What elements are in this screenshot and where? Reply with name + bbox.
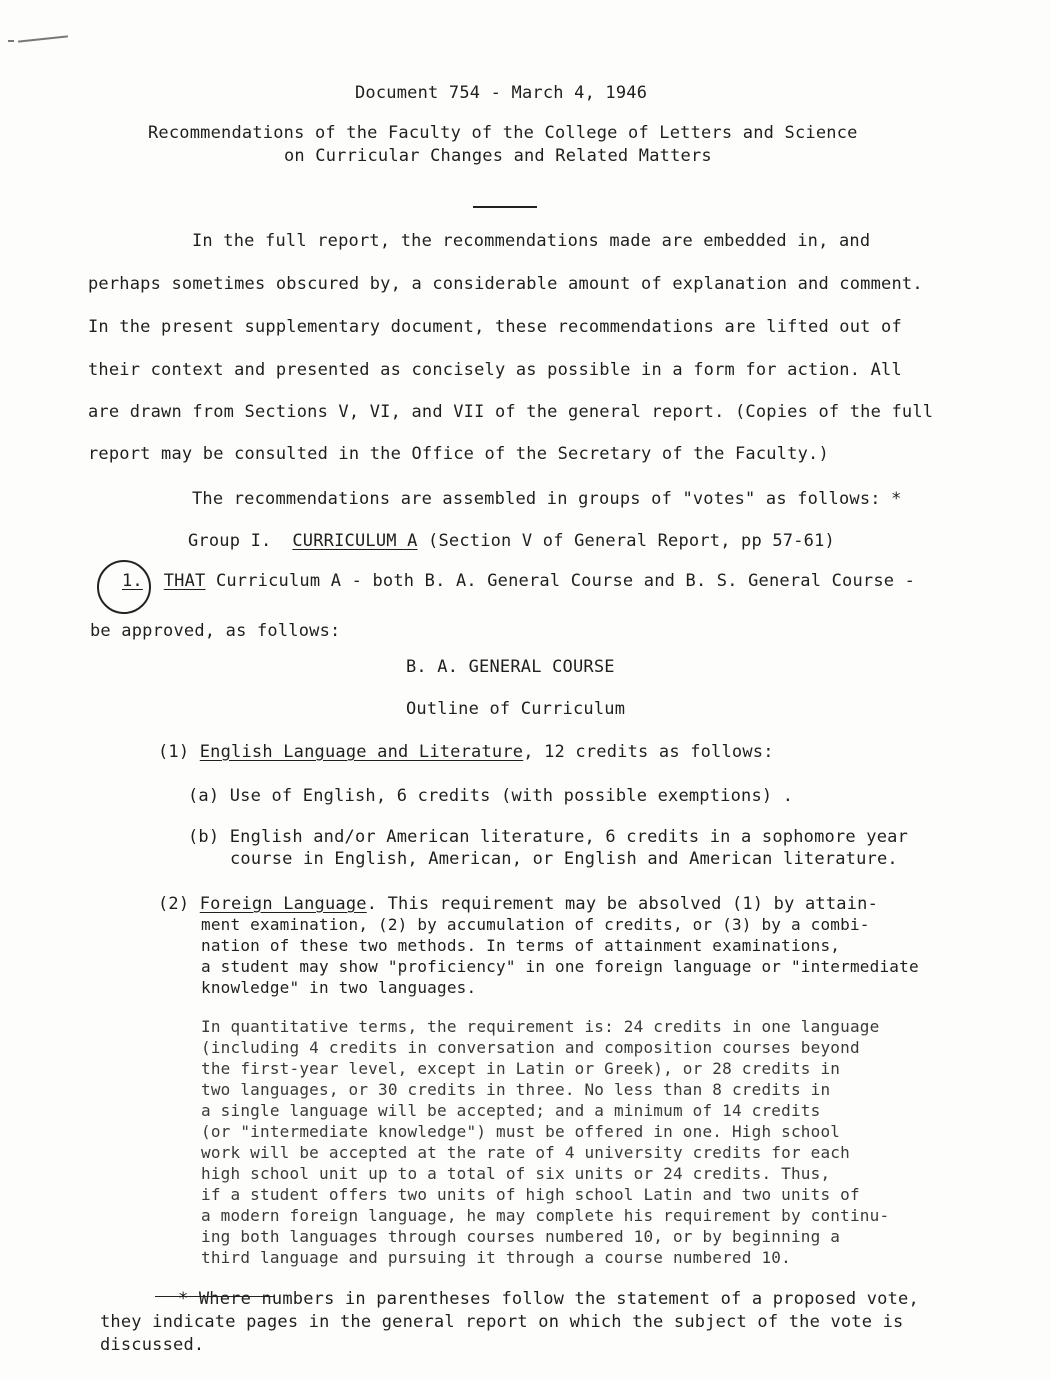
quant-line-10: a modern foreign language, he may complete his requirement by continu- — [201, 1206, 890, 1225]
group-line — [188, 530, 835, 552]
quant-line-6: (or "intermediate knowledge") must be offered in one. High school — [201, 1122, 841, 1141]
vote-that: THAT — [163, 571, 206, 591]
scan-mark — [8, 40, 14, 42]
vote-line — [122, 570, 915, 592]
quant-line-7: work will be accepted at the rate of 4 university credits for each — [201, 1143, 850, 1162]
vote-text: Curriculum A - both B. A. General Course and B. S. General Course - — [215, 571, 916, 591]
intro-line-2: perhaps sometimes obscured by, a considerable amount of explanation and comment. — [88, 274, 923, 294]
footnote-line-1: * Where numbers in parentheses follow the statement of a proposed vote, — [178, 1289, 919, 1309]
english-sub-a: (a) Use of English, 6 credits (with possible exemptions) . — [188, 786, 794, 806]
title-divider — [473, 206, 537, 208]
foreign-line-4: a student may show "proficiency" in one foreign language or "intermediate — [201, 957, 919, 976]
quant-line-9: if a student offers two units of high school Latin and two units of — [201, 1185, 860, 1204]
foreign-num: (2) — [158, 894, 190, 914]
english-sub-b-line-1: (b) English and/or American literature, 6 credits in a sophomore year — [188, 827, 909, 847]
group-name: CURRICULUM A — [292, 531, 418, 551]
votes-intro-line: The recommendations are assembled in groups of "votes" as follows: * — [192, 489, 902, 509]
intro-line-5: are drawn from Sections V, VI, and VII of the general report. (Copies of the full — [88, 402, 934, 422]
english-num: (1) — [158, 742, 190, 762]
english-sub-b-line-2: course in English, American, or English and American literature. — [230, 849, 898, 869]
group-label: Group I. — [188, 531, 272, 551]
quant-line-12: third language and pursuing it through a course numbered 10. — [201, 1248, 791, 1267]
footnote-line-2: they indicate pages in the general report on which the subject of the vote is — [100, 1312, 904, 1332]
foreign-line-5: knowledge" in two languages. — [201, 978, 477, 997]
intro-line-1: In the full report, the recommendations made are embedded in, and — [192, 231, 871, 251]
intro-line-3: In the present supplementary document, these recommendations are lifted out of — [88, 317, 902, 337]
scan-mark — [18, 35, 68, 42]
quant-line-11: ing both languages through courses numbered 10, or by beginning a — [201, 1227, 841, 1246]
document-header: Document 754 - March 4, 1946 — [355, 83, 648, 103]
intro-line-6: report may be consulted in the Office of the Secretary of the Faculty.) — [88, 444, 829, 464]
foreign-item — [158, 893, 878, 915]
quant-line-5: a single language will be accepted; and a minimum of 14 credits — [201, 1101, 821, 1120]
english-item — [158, 741, 774, 763]
course-subheading: Outline of Curriculum — [406, 699, 626, 719]
english-title: English Language and Literature — [199, 742, 524, 762]
quant-line-3: the first-year level, except in Latin or Greek), or 28 credits in — [201, 1059, 841, 1078]
document-title-line-1: Recommendations of the Faculty of the College of Letters and Science — [148, 123, 858, 143]
foreign-line-3: nation of these two methods. In terms of attainment examinations, — [201, 936, 841, 955]
quant-line-1: In quantitative terms, the requirement is: 24 credits in one language — [201, 1017, 880, 1036]
foreign-title: Foreign Language — [199, 894, 367, 914]
foreign-line-2: ment examination, (2) by accumulation of credits, or (3) by a combi- — [201, 915, 870, 934]
quant-line-4: two languages, or 30 credits in three. No less than 8 credits in — [201, 1080, 831, 1099]
foreign-line-1-rest: . This requirement may be absolved (1) by attain- — [366, 894, 879, 914]
english-rest: , 12 credits as follows: — [523, 742, 774, 762]
group-ref: (Section V of General Report, pp 57-61) — [428, 531, 835, 551]
footnote-line-3: discussed. — [100, 1335, 205, 1355]
vote-number: 1. — [122, 571, 143, 591]
course-heading: B. A. GENERAL COURSE — [406, 657, 615, 677]
quant-line-2: (including 4 credits in conversation and composition courses beyond — [201, 1038, 860, 1057]
intro-line-4: their context and presented as concisely as possible in a form for action. All — [88, 360, 902, 380]
vote-continuation: be approved, as follows: — [90, 621, 341, 641]
document-title-line-2: on Curricular Changes and Related Matters — [284, 146, 712, 166]
quant-line-8: high school unit up to a total of six units or 24 credits. Thus, — [201, 1164, 831, 1183]
